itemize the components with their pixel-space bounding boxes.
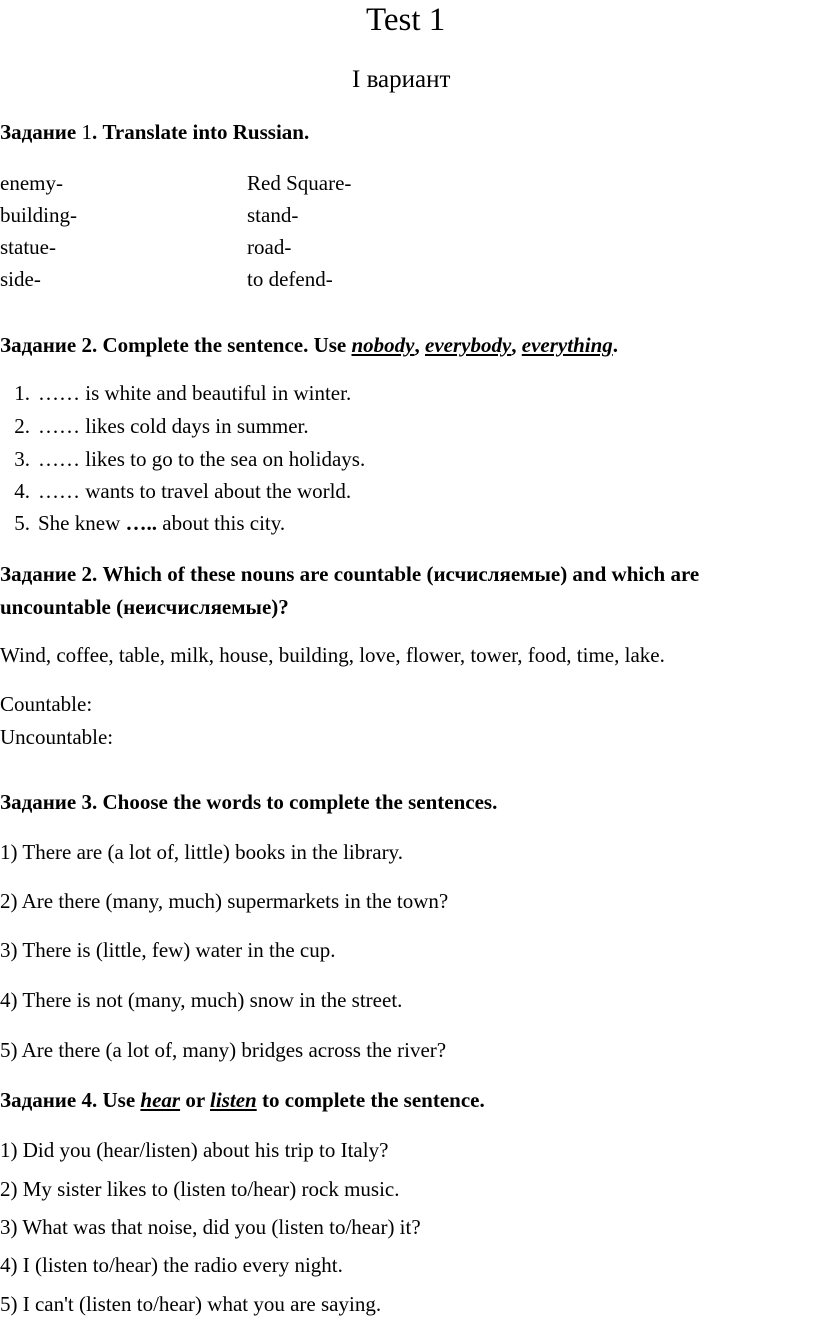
variant-label: I вариант [352,66,451,93]
vocab-word: stand- [247,203,299,227]
sentence-item: 5) Are there (a lot of, many) bridges across the river? [0,1038,447,1062]
vocab-word: statue- [0,235,56,259]
sentence-item: 3) There is (little, few) water in the cup. [0,938,336,962]
sentence-item: 2) My sister likes to (listen to/hear) rock music. [0,1177,400,1201]
sentence-item: 5) I can't (listen to/hear) what you are saying. [0,1292,382,1316]
keyword-everything: everything [521,333,613,357]
vocab-word: enemy- [0,171,63,195]
list-item: 4. …… wants to travel about the world. [14,479,352,503]
sentence-item: 4) There is not (many, much) snow in the street. [0,988,403,1012]
keyword-nobody: nobody [351,333,415,357]
list-item: 1. …… is white and beautiful in winter. [14,381,352,405]
sentence-item: 2) Are there (many, much) supermarkets in the town? [0,889,449,913]
task2b-heading-line2: uncountable (неисчисляемые)? [0,595,289,619]
vocab-word: road- [247,235,292,259]
noun-list: Wind, coffee, table, milk, house, building, love, flower, tower, food, time, lake. [0,643,665,667]
vocab-word: to defend- [247,267,333,291]
countable-label: Countable: [0,692,93,716]
keyword-hear: hear [140,1088,181,1112]
page-title: Test 1 [366,2,446,38]
task1-heading [0,120,309,145]
task1-label: Задание [0,120,77,144]
task2b-heading-line1: Задание 2. Which of these nouns are countable (исчисляемые) and which are [0,562,700,586]
list-item: 2. …… likes cold days in summer. [14,414,309,438]
task1-instruction: . Translate into Russian. [91,120,310,144]
uncountable-label: Uncountable: [0,725,114,749]
vocab-word: Red Square- [247,171,352,195]
sentence-item: 1) Did you (hear/listen) about his trip to Italy? [0,1138,389,1162]
list-item: 5. She knew ….. about this city. [14,511,286,535]
sentence-item: 3) What was that noise, did you (listen to/hear) it? [0,1215,421,1239]
task3-heading: Задание 3. Choose the words to complete the sentences. [0,790,498,814]
vocab-word: building- [0,203,77,227]
task1-number: 1 [81,120,92,144]
sentence-item: 4) I (listen to/hear) the radio every night. [0,1253,343,1277]
sentence-item: 1) There are (a lot of, little) books in the library. [0,840,403,864]
vocab-word: side- [0,267,41,291]
keyword-everybody: everybody [425,333,512,357]
list-item: 3. …… likes to go to the sea on holidays. [14,447,366,471]
keyword-listen: listen [210,1088,257,1112]
task2-heading: Задание 2. Complete the sentence. Use nobody, everybody, everything. [0,333,619,357]
task4-heading: Задание 4. Use hear or listen to complete the sentence. [0,1088,485,1112]
